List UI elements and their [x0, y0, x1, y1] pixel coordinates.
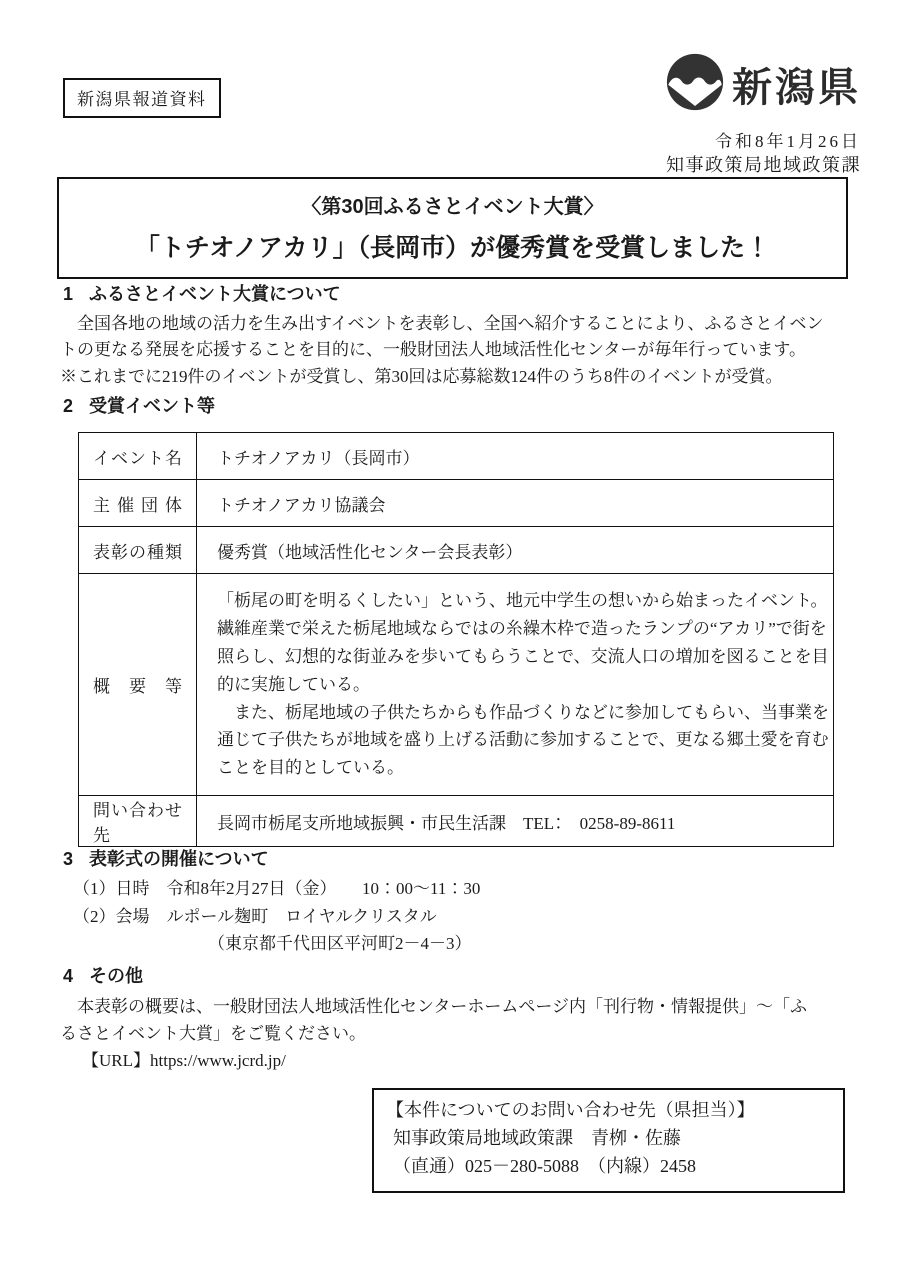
- table-row-event-name: [79, 433, 834, 480]
- section2-title: 受賞イベント等: [89, 396, 216, 416]
- section2-number: 2: [63, 396, 74, 416]
- ceremony-venue-address: （東京都千代田区平河町2－4－3）: [208, 934, 472, 954]
- row-value-overview: [197, 574, 834, 796]
- table-row-award-type: [79, 527, 834, 574]
- contact-box-title: 【本件についてのお問い合わせ先（県担当）】: [386, 1100, 755, 1120]
- title-main: 「トチオノアカリ」（長岡市）が優秀賞を受賞しました！: [134, 234, 771, 262]
- section-award-event: [60, 392, 840, 847]
- prefecture-brand: [666, 52, 861, 117]
- row-value-award-type: 優秀賞（地域活性化センター会長表彰）: [197, 527, 834, 574]
- section3-number: 3: [63, 849, 74, 869]
- issuing-department: 知事政策局地域政策課: [666, 155, 861, 175]
- row-value-organizer: トチオノアカリ協議会: [197, 480, 834, 527]
- table-row-overview: [79, 574, 834, 796]
- section4-title: その他: [89, 966, 144, 986]
- release-date: 令和8年1月26日: [715, 132, 861, 151]
- section4-heading: [60, 962, 816, 988]
- row-value-contact: 長岡市栃尾支所地域振興・市民生活課 TEL： 0258-89-8611: [197, 796, 834, 847]
- section1-heading: [60, 280, 832, 306]
- section-about-award: [60, 280, 832, 390]
- ceremony-datetime: （1）日時 令和8年2月27日（金） 10：00～11：30: [73, 879, 481, 898]
- overview-paragraph-1: 「栃尾の町を明るくしたい」という、地元中学生の想いから始まったイベント。繊維産業で栄えた栃尾地域ならではの糸繰木枠で造ったランプの“アカリ”で街を照らし、幻想的な街並みを歩いてもらうことで、交流人口の増加を図ることを目的に実施している。: [217, 591, 829, 694]
- section1-note: ※これまでに219件のイベントが受賞し、第30回は応募総数124件のうち8件のイベントが受賞。: [60, 366, 783, 386]
- section3-heading: [60, 845, 860, 871]
- section3-title: 表彰式の開催について: [89, 849, 269, 869]
- table-row-organizer: [79, 480, 834, 527]
- overview-paragraph-2: また、栃尾地域の子供たちからも作品づくりなどに参加してもらい、当事業を通じて子供たちが地域を盛り上げる活動に参加することで、更なる郷土愛を育むことを目的としている。: [217, 702, 829, 778]
- section1-title: ふるさとイベント大賞について: [89, 284, 341, 304]
- ceremony-venue: （2）会場 ルポール麹町 ロイヤルクリスタル: [73, 906, 437, 926]
- row-label-contact: 問い合わせ先: [79, 796, 197, 847]
- contact-department-staff: 知事政策局地域政策課 青栁・佐藤: [393, 1127, 681, 1148]
- section4-number: 4: [63, 966, 74, 986]
- row-value-event-name: トチオノアカリ（長岡市）: [197, 433, 834, 480]
- award-detail-table: [78, 432, 834, 847]
- table-row-contact: [79, 796, 834, 847]
- section2-heading: [60, 392, 840, 418]
- press-material-label: 新潟県報道資料: [63, 78, 221, 118]
- title-box: [57, 177, 848, 279]
- row-label-organizer: 主催団体: [79, 480, 197, 527]
- section4-body: 本表彰の概要は、一般財団法人地域活性化センターホームページ内「刊行物・情報提供」～「ふるさとイベント大賞」をご覧ください。: [60, 997, 807, 1044]
- niigata-pref-logo-icon: [666, 52, 724, 117]
- contact-phone-numbers: （直通）025－280-5088 （内線）2458: [393, 1155, 696, 1176]
- row-label-event-name: イベント名: [79, 433, 197, 480]
- section1-number: 1: [63, 284, 74, 304]
- section1-body: 全国各地の地域の活力を生み出すイベントを表彰し、全国へ紹介することにより、ふるさとイベントの更なる発展を応援することを目的に、一般財団法人地域活性化センターが毎年行っています。: [60, 314, 824, 360]
- row-label-award-type: 表彰の種類: [79, 527, 197, 574]
- title-event-name: 〈第30回ふるさとイベント大賞〉: [301, 196, 604, 218]
- reference-url: 【URL】https://www.jcrd.jp/: [82, 1051, 286, 1071]
- row-label-overview: 概要等: [79, 574, 197, 796]
- prefecture-name: 新潟県: [732, 66, 861, 110]
- section-ceremony: [60, 845, 860, 958]
- section-other: [60, 962, 816, 1075]
- prefecture-contact-box: [372, 1088, 845, 1193]
